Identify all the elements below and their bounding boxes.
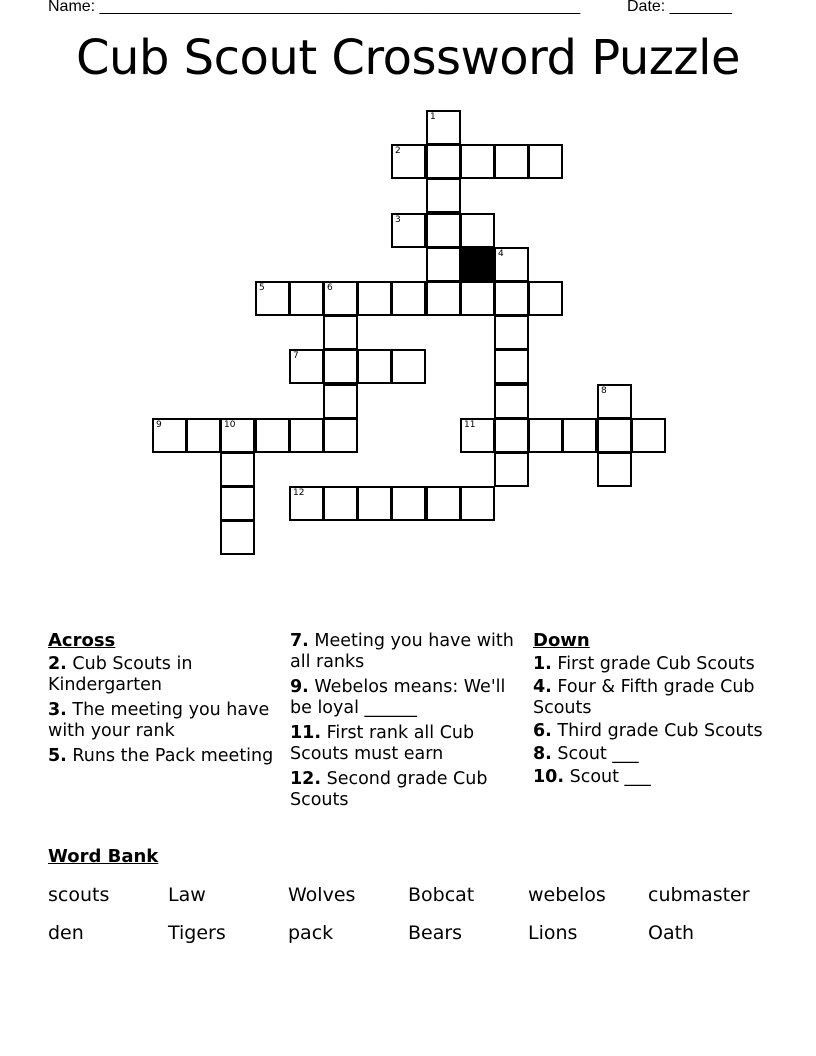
- crossword-cell[interactable]: [255, 418, 290, 453]
- clue-number: 6.: [533, 721, 552, 741]
- crossword-cell[interactable]: [255, 281, 290, 316]
- clue-text: Scout ___: [557, 744, 639, 764]
- crossword-cell[interactable]: [220, 520, 255, 555]
- crossword-cell[interactable]: [323, 315, 358, 350]
- clue-across-7: [290, 631, 515, 673]
- across-heading: Across: [48, 630, 116, 651]
- crossword-cell[interactable]: [494, 349, 529, 384]
- name-field-label: Name: ______________________________________________________: [48, 0, 581, 15]
- clue-text: Cub Scouts in Kindergarten: [48, 654, 193, 695]
- clue-number: 1.: [533, 654, 552, 674]
- crossword-cell[interactable]: [426, 144, 461, 179]
- crossword-cell[interactable]: [528, 281, 563, 316]
- date-field-label: Date: _______: [627, 0, 732, 15]
- crossword-cell[interactable]: [357, 349, 392, 384]
- word-bank-word: scouts: [48, 884, 110, 906]
- clue-text: Third grade Cub Scouts: [557, 721, 763, 741]
- crossword-cell[interactable]: [426, 213, 461, 248]
- crossword-cell[interactable]: [289, 486, 324, 521]
- word-bank-word: pack: [288, 922, 334, 944]
- down-clues-column: [533, 630, 763, 790]
- clue-down-10: [533, 767, 763, 788]
- clue-text: The meeting you have with your rank: [48, 700, 270, 741]
- clue-number-label: 1: [430, 112, 436, 122]
- word-bank-word: webelos: [528, 884, 606, 906]
- word-bank-word: den: [48, 922, 84, 944]
- clue-number: 9.: [290, 677, 309, 697]
- clue-number-label: 11: [464, 420, 476, 430]
- crossword-cell[interactable]: [494, 418, 529, 453]
- crossword-cell[interactable]: [426, 110, 461, 145]
- clue-number-label: 2: [395, 146, 401, 156]
- across-clues-column-2: [290, 631, 515, 815]
- clue-text: First grade Cub Scouts: [557, 654, 755, 674]
- clue-number-label: 6: [327, 283, 333, 293]
- across-clues-column-1: [48, 630, 278, 771]
- crossword-cell[interactable]: [494, 315, 529, 350]
- crossword-cell[interactable]: [391, 213, 426, 248]
- word-bank-word: Oath: [648, 922, 695, 944]
- clue-down-4: [533, 677, 763, 719]
- word-bank-word: cubmaster: [648, 884, 750, 906]
- crossword-cell[interactable]: [597, 384, 632, 419]
- clue-number-label: 12: [293, 488, 305, 498]
- crossword-cell[interactable]: [494, 452, 529, 487]
- clue-text: Scout ___: [569, 767, 651, 787]
- crossword-cell[interactable]: [323, 486, 358, 521]
- crossword-cell[interactable]: [494, 281, 529, 316]
- clue-number: 10.: [533, 767, 565, 787]
- crossword-cell[interactable]: [323, 281, 358, 316]
- crossword-cell[interactable]: [597, 418, 632, 453]
- crossword-cell[interactable]: [494, 384, 529, 419]
- crossword-cell[interactable]: [494, 247, 529, 282]
- clue-number-label: 7: [293, 351, 299, 361]
- word-bank-word: Lions: [528, 922, 578, 944]
- clue-across-11: [290, 723, 515, 765]
- page-title: Cub Scout Crossword Puzzle: [76, 30, 740, 86]
- crossword-cell[interactable]: [391, 281, 426, 316]
- crossword-cell[interactable]: [391, 486, 426, 521]
- crossword-cell[interactable]: [426, 281, 461, 316]
- crossword-cell[interactable]: [460, 281, 495, 316]
- clue-number-label: 3: [395, 215, 401, 225]
- clue-number-label: 4: [498, 249, 504, 259]
- clue-number: 7.: [290, 631, 309, 651]
- crossword-cell[interactable]: [220, 418, 255, 453]
- clue-text: Second grade Cub Scouts: [290, 769, 488, 810]
- crossword-cell[interactable]: [357, 486, 392, 521]
- clue-number: 12.: [290, 769, 322, 789]
- word-bank-heading: Word Bank: [48, 846, 159, 867]
- crossword-cell[interactable]: [562, 418, 597, 453]
- clue-text: Meeting you have with all ranks: [290, 631, 514, 672]
- clue-text: Webelos means: We'll be loyal ______: [290, 677, 506, 718]
- crossword-cell[interactable]: [323, 418, 358, 453]
- crossword-cell[interactable]: [528, 418, 563, 453]
- clue-across-3: [48, 700, 278, 742]
- crossword-cell[interactable]: [597, 452, 632, 487]
- clue-number: 8.: [533, 744, 552, 764]
- crossword-cell[interactable]: [323, 349, 358, 384]
- clue-across-5: [48, 746, 278, 767]
- crossword-cell[interactable]: [631, 418, 666, 453]
- crossword-cell[interactable]: [289, 418, 324, 453]
- word-bank-word: Wolves: [288, 884, 356, 906]
- crossword-cell[interactable]: [426, 178, 461, 213]
- crossword-cell[interactable]: [323, 384, 358, 419]
- crossword-cell[interactable]: [426, 486, 461, 521]
- crossword-cell[interactable]: [528, 144, 563, 179]
- crossword-cell[interactable]: [460, 213, 495, 248]
- clue-down-6: [533, 721, 763, 742]
- clue-across-9: [290, 677, 515, 719]
- word-bank-word: Law: [168, 884, 206, 906]
- word-bank-word: Bobcat: [408, 884, 475, 906]
- clue-number-label: 10: [224, 420, 236, 430]
- clue-number: 11.: [290, 723, 322, 743]
- crossword-cell[interactable]: [426, 247, 461, 282]
- crossword-cell[interactable]: [391, 349, 426, 384]
- clue-number: 3.: [48, 700, 67, 720]
- crossword-cell[interactable]: [460, 144, 495, 179]
- crossword-cell[interactable]: [220, 486, 255, 521]
- black-cell: [460, 247, 495, 282]
- crossword-cell[interactable]: [186, 418, 221, 453]
- crossword-cell[interactable]: [152, 418, 187, 453]
- clue-text: First rank all Cub Scouts must earn: [290, 723, 475, 764]
- clue-number: 2.: [48, 654, 67, 674]
- crossword-cell[interactable]: [494, 144, 529, 179]
- down-heading: Down: [533, 630, 590, 651]
- crossword-cell[interactable]: [289, 281, 324, 316]
- word-bank-word: Tigers: [168, 922, 226, 944]
- clue-across-2: [48, 654, 278, 696]
- crossword-cell[interactable]: [460, 486, 495, 521]
- clue-across-12: [290, 769, 515, 811]
- clue-number-label: 9: [156, 420, 162, 430]
- crossword-cell[interactable]: [220, 452, 255, 487]
- clue-number: 5.: [48, 746, 67, 766]
- clue-down-8: [533, 744, 763, 765]
- crossword-cell[interactable]: [391, 144, 426, 179]
- word-bank-word: Bears: [408, 922, 463, 944]
- crossword-cell[interactable]: [289, 349, 324, 384]
- clue-number-label: 8: [601, 386, 607, 396]
- clue-number-label: 5: [259, 283, 265, 293]
- clue-text: Runs the Pack meeting: [72, 746, 274, 766]
- crossword-cell[interactable]: [460, 418, 495, 453]
- crossword-cell[interactable]: [357, 281, 392, 316]
- clue-down-1: [533, 654, 763, 675]
- clue-text: Four & Fifth grade Cub Scouts: [533, 677, 755, 718]
- clue-number: 4.: [533, 677, 552, 697]
